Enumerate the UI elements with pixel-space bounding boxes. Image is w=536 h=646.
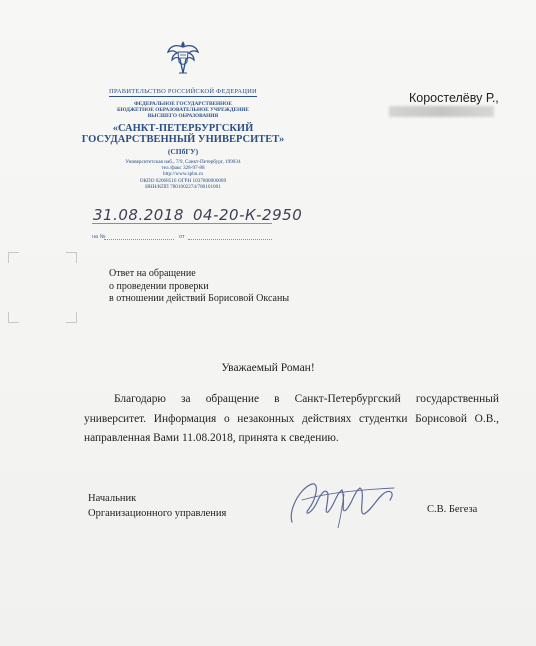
signatory-title: Начальник Организационного управления bbox=[88, 493, 227, 519]
ref-number-prefix: на № bbox=[92, 234, 106, 240]
letter-subject: Ответ на обращение о проведении проверки в отношении действий Борисовой Оксаны bbox=[109, 268, 290, 304]
handwritten-signature-icon bbox=[282, 470, 402, 532]
university-name: «САНКТ-ПЕТЕРБУРГСКИЙ ГОСУДАРСТВЕННЫЙ УНИВЕРСИТЕТ» bbox=[81, 122, 285, 146]
university-emblem-icon bbox=[166, 38, 200, 78]
inn-text: ИНН/КПП 7801002274/780101001 bbox=[145, 184, 221, 191]
handwritten-date: 31.08.2018 bbox=[93, 206, 184, 224]
registration-line bbox=[92, 223, 272, 224]
letter-body: Благодарю за обращение в Санкт-Петербургский государственный университет. Информация о незаконных действиях студентки Борисовой О.В., направленная Вами 11.08.2018, принята к сведению. bbox=[84, 393, 499, 444]
handwritten-number: 04-20-К-2950 bbox=[193, 206, 303, 224]
salutation: Уважаемый Роман! bbox=[221, 362, 315, 374]
institution-type: ФЕДЕРАЛЬНОЕ ГОСУДАРСТВЕННОЕ БЮДЖЕТНОЕ ОБРАЗОВАТЕЛЬНОЕ УЧРЕЖДЕНИЕ ВЫСШЕГО ОБРАЗОВАНИЯ bbox=[117, 101, 249, 120]
okpo-text: ОКПО 02068516 ОГРН 1037800006089 bbox=[139, 177, 227, 184]
corner-mark bbox=[66, 312, 77, 323]
phone-text: тел./факс 328-97-88 bbox=[161, 165, 205, 172]
corner-mark bbox=[66, 252, 77, 263]
corner-mark bbox=[8, 312, 19, 323]
letterhead bbox=[78, 38, 288, 191]
corner-mark bbox=[8, 252, 19, 263]
website-text: http://www.spbu.ru bbox=[162, 171, 203, 178]
signatory-name: С.В. Бегеза bbox=[427, 504, 478, 515]
government-header: ПРАВИТЕЛЬСТВО РОССИЙСКОЙ ФЕДЕРАЦИИ bbox=[109, 88, 257, 95]
university-abbr: (СПбГУ) bbox=[167, 146, 199, 156]
address-text: Университетская наб., 7/9, Санкт-Петербург, 199034 bbox=[125, 158, 241, 165]
ref-from-line bbox=[188, 239, 272, 240]
university-contacts bbox=[78, 159, 288, 191]
ref-number-line bbox=[104, 239, 174, 240]
ref-from-prefix: от bbox=[179, 234, 185, 240]
redacted-address bbox=[389, 106, 494, 117]
addressee-name: Коростелёву Р., bbox=[409, 91, 499, 105]
